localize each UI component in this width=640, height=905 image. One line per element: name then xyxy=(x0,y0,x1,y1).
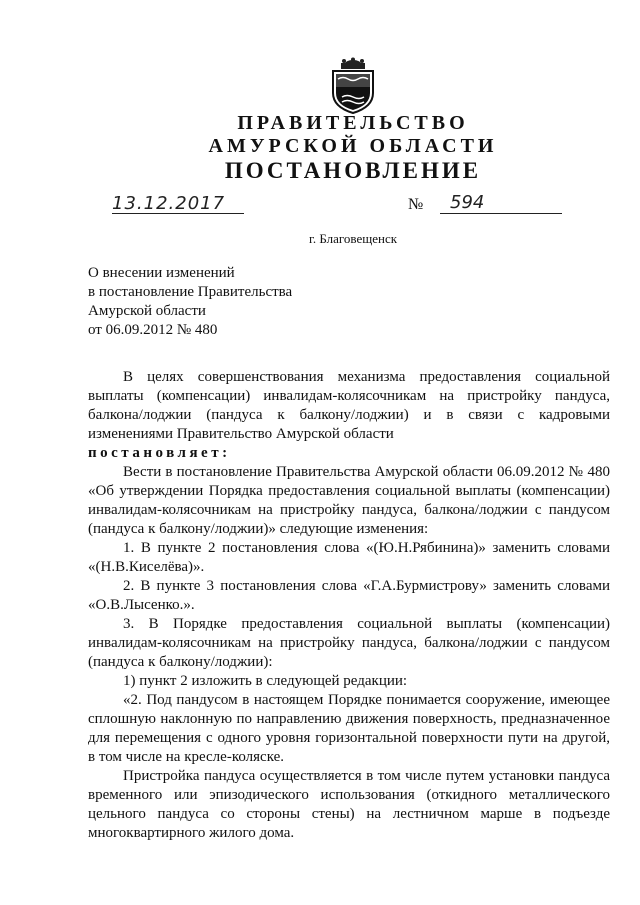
body-paragraph: 2. В пункте 3 постановления слова «Г.А.Бурмистрову» заменить словами «О.В.Лысенко.». xyxy=(88,578,610,613)
date-underline xyxy=(112,213,244,214)
city: г. Благовещенск xyxy=(308,231,398,246)
government-title: ПРАВИТЕЛЬСТВО xyxy=(237,112,469,134)
subject-line: в постановление Правительства xyxy=(88,284,293,300)
subject-line: О внесении изменений xyxy=(88,265,235,281)
body-paragraph: 1) пункт 2 изложить в следующей редакции: xyxy=(123,673,408,689)
intro-paragraph: В целях совершенствования механизма предоставления социальной выплаты (компенсации) инвалидам-колясочникам на пристройку пандуса, балкона/лоджии (пандуса к балкону/лоджии) и в связи с кадровыми изменениями Правительство Амурской области xyxy=(88,369,610,442)
body-paragraph: Вести в постановление Правительства Амурской области 06.09.2012 № 480 «Об утверждении Порядка предоставления социальной выплаты (компенсации) инвалидам-колясочникам на пристройку пандуса, балкона/лоджии с пандусом (пандуса к балкону/лоджии)» следующие изменения: xyxy=(88,464,610,537)
number-underline xyxy=(440,213,562,214)
region-title: АМУРСКОЙ ОБЛАСТИ xyxy=(208,135,498,157)
document-date: 13.12.2017 xyxy=(112,193,226,214)
document-type-title: ПОСТАНОВЛЕНИЕ xyxy=(224,158,482,183)
body-paragraph: «2. Под пандусом в настоящем Порядке понимается сооружение, имеющее сплошную наклонную по направлению движения поверхность, предназначенное для перемещения с одного уровня горизонтальной поверхности пути на другой, в том числе на кресле-коляске. xyxy=(88,692,610,765)
decree-word: постановляет: xyxy=(88,445,231,461)
body-paragraph: 1. В пункте 2 постановления слова «(Ю.Н.Рябинина)» заменить словами «(Н.В.Киселёва)». xyxy=(88,540,610,575)
document-subject xyxy=(88,264,292,340)
body-paragraph: 3. В Порядке предоставления социальной выплаты (компенсации) инвалидам-колясочникам на пристройку пандуса, балкона/лоджии с пандусом (пандуса к балкону/лоджии): xyxy=(88,616,610,670)
subject-line: от 06.09.2012 № 480 xyxy=(88,322,218,338)
amur-region-coat-of-arms-icon xyxy=(328,57,378,115)
document-number: 594 xyxy=(450,192,485,213)
number-label: № xyxy=(408,196,424,213)
body-paragraph: Пристройка пандуса осуществляется в том числе путем установки пандуса временного или эпизодического использования (откидного металлического цельного пандуса со стороны стены) на лестничном марше в подъезде многоквартирного жилого дома. xyxy=(88,768,610,841)
subject-line: Амурской области xyxy=(88,303,206,319)
document-body xyxy=(88,368,610,843)
